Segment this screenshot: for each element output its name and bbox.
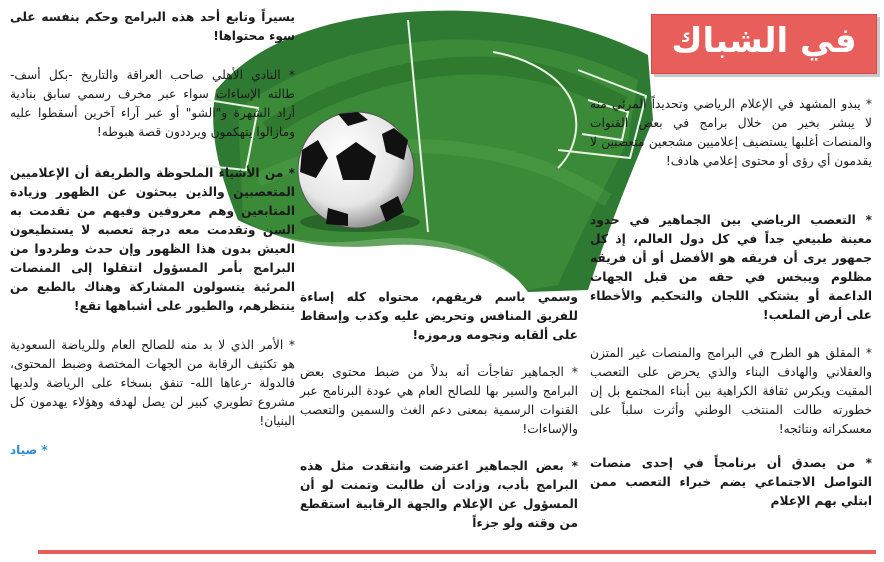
- section-title: في الشباك: [671, 21, 857, 61]
- column-left: [10, 8, 295, 460]
- paragraph: * الجماهير تفاجأت أنه بدلاً من ضبط محتوى بعض البرامج والسير بها للصالح العام هي عودة البرنامج عبر القنوات الرسمية بمعنى دعم الغث والسمين والتعصب والإساءات!: [300, 365, 578, 436]
- paragraph-bold: * بعض الجماهير اعترضت وانتقدت مثل هذه البرامج بأدب، وزادت أن طالبت وتمنت لو أن المسؤول عن الإعلام والجهة الرقابية استقطع من وقته ولو جزءاً: [300, 459, 578, 530]
- paragraph-bold: * من يصدق أن برنامجاً في إحدى منصات التواصل الاجتماعي يضم خبراء التعصب ممن ابتلي بهم الإعلام: [590, 456, 872, 508]
- bottom-rule: [38, 550, 876, 554]
- author-signature: * صياد: [10, 443, 48, 457]
- column-right: [590, 95, 872, 511]
- paragraph: * يبدو المشهد في الإعلام الرياضي وتحديداً المرئي منه لا يبشر بخير من خلال برامج في بعض القنوات والمنصات أغلبها يستضيف إعلاميين مشجعين متعصبين لا يقدمون أي رؤى أو محتوى إعلامي هادف!: [590, 97, 872, 168]
- paragraph-bold: يسيراً وتابع أحد هذه البرامج وحكم بنفسه على سوء محتواها!: [10, 10, 295, 43]
- paragraph: * النادي الأهلي صاحب العراقة والتاريخ -بكل أسف- طالته الإساءات سواء عبر مخرف رسمي سابق بنادية أراد الشهرة و"الشو" أو عبر آراء آخرين أسقطوا عليه ومازالوا يتهكمون ويرددون قصة هبوطه!: [10, 68, 295, 139]
- column-middle: [300, 288, 578, 533]
- paragraph: * المقلق هو الطرح في البرامج والمنصات غير المتزن والعقلاني والهادف البناء والذي يحرض على التعصب المقيت ويكرس ثقافة الكراهية بين أبناء المجتمع بل إن خطورته طالت المنتخب الوطني وأثرت سلباً على معسكراته ونتائجه!: [590, 346, 872, 436]
- paragraph-bold: وسمي باسم فريقهم، محتواه كله إساءة للفريق المنافس وتحريض عليه وكذب وإسقاط على ألقابه ونجومه ورموزه!: [300, 290, 578, 342]
- paragraph-bold: * من الأشياء الملحوظة والطريفة أن الإعلاميين المتعصبين والذين يبحثون عن الظهور وزيادة المتابعين وهم معروفين وفيهم من تقدمت به السن وتقدمت معه درجة تعصبه لا يستطيعون العيش بدون هذا الظهور وإن حدث وطردوا من البرامج بأمر المسؤول انتقلوا إلى المنصات المرئية يتسولون المشاركة وهناك بالطبع من ينتظرهم، والطيور على أشباهها تقع!: [10, 166, 295, 313]
- author-line: [10, 441, 295, 460]
- paragraph-bold: * التعصب الرياضي بين الجماهير في حدود معينة طبيعي جداً في كل دول العالم، إذ كل جمهور يرى أن فريقه هو الأفضل أو أن فريقه مظلوم ويبخس في حقه من قبل الجهات الداعمة أو يشتكي اللجان والتحكيم والأخطاء على أرض الملعب!: [590, 213, 872, 322]
- paragraph: * الأمر الذي لا بد منه للصالح العام وللرياضة السعودية هو تكثيف الرقابة من الجهات المختصة وضبط المحتوى، فالدولة -رعاها الله- تنفق بسخاء على الرياضة ولديها مشروع تطويري كبير لن يصل لهدفه وهؤلاء يهدمون كل البنيان!: [10, 338, 295, 428]
- section-title-box: [651, 14, 877, 74]
